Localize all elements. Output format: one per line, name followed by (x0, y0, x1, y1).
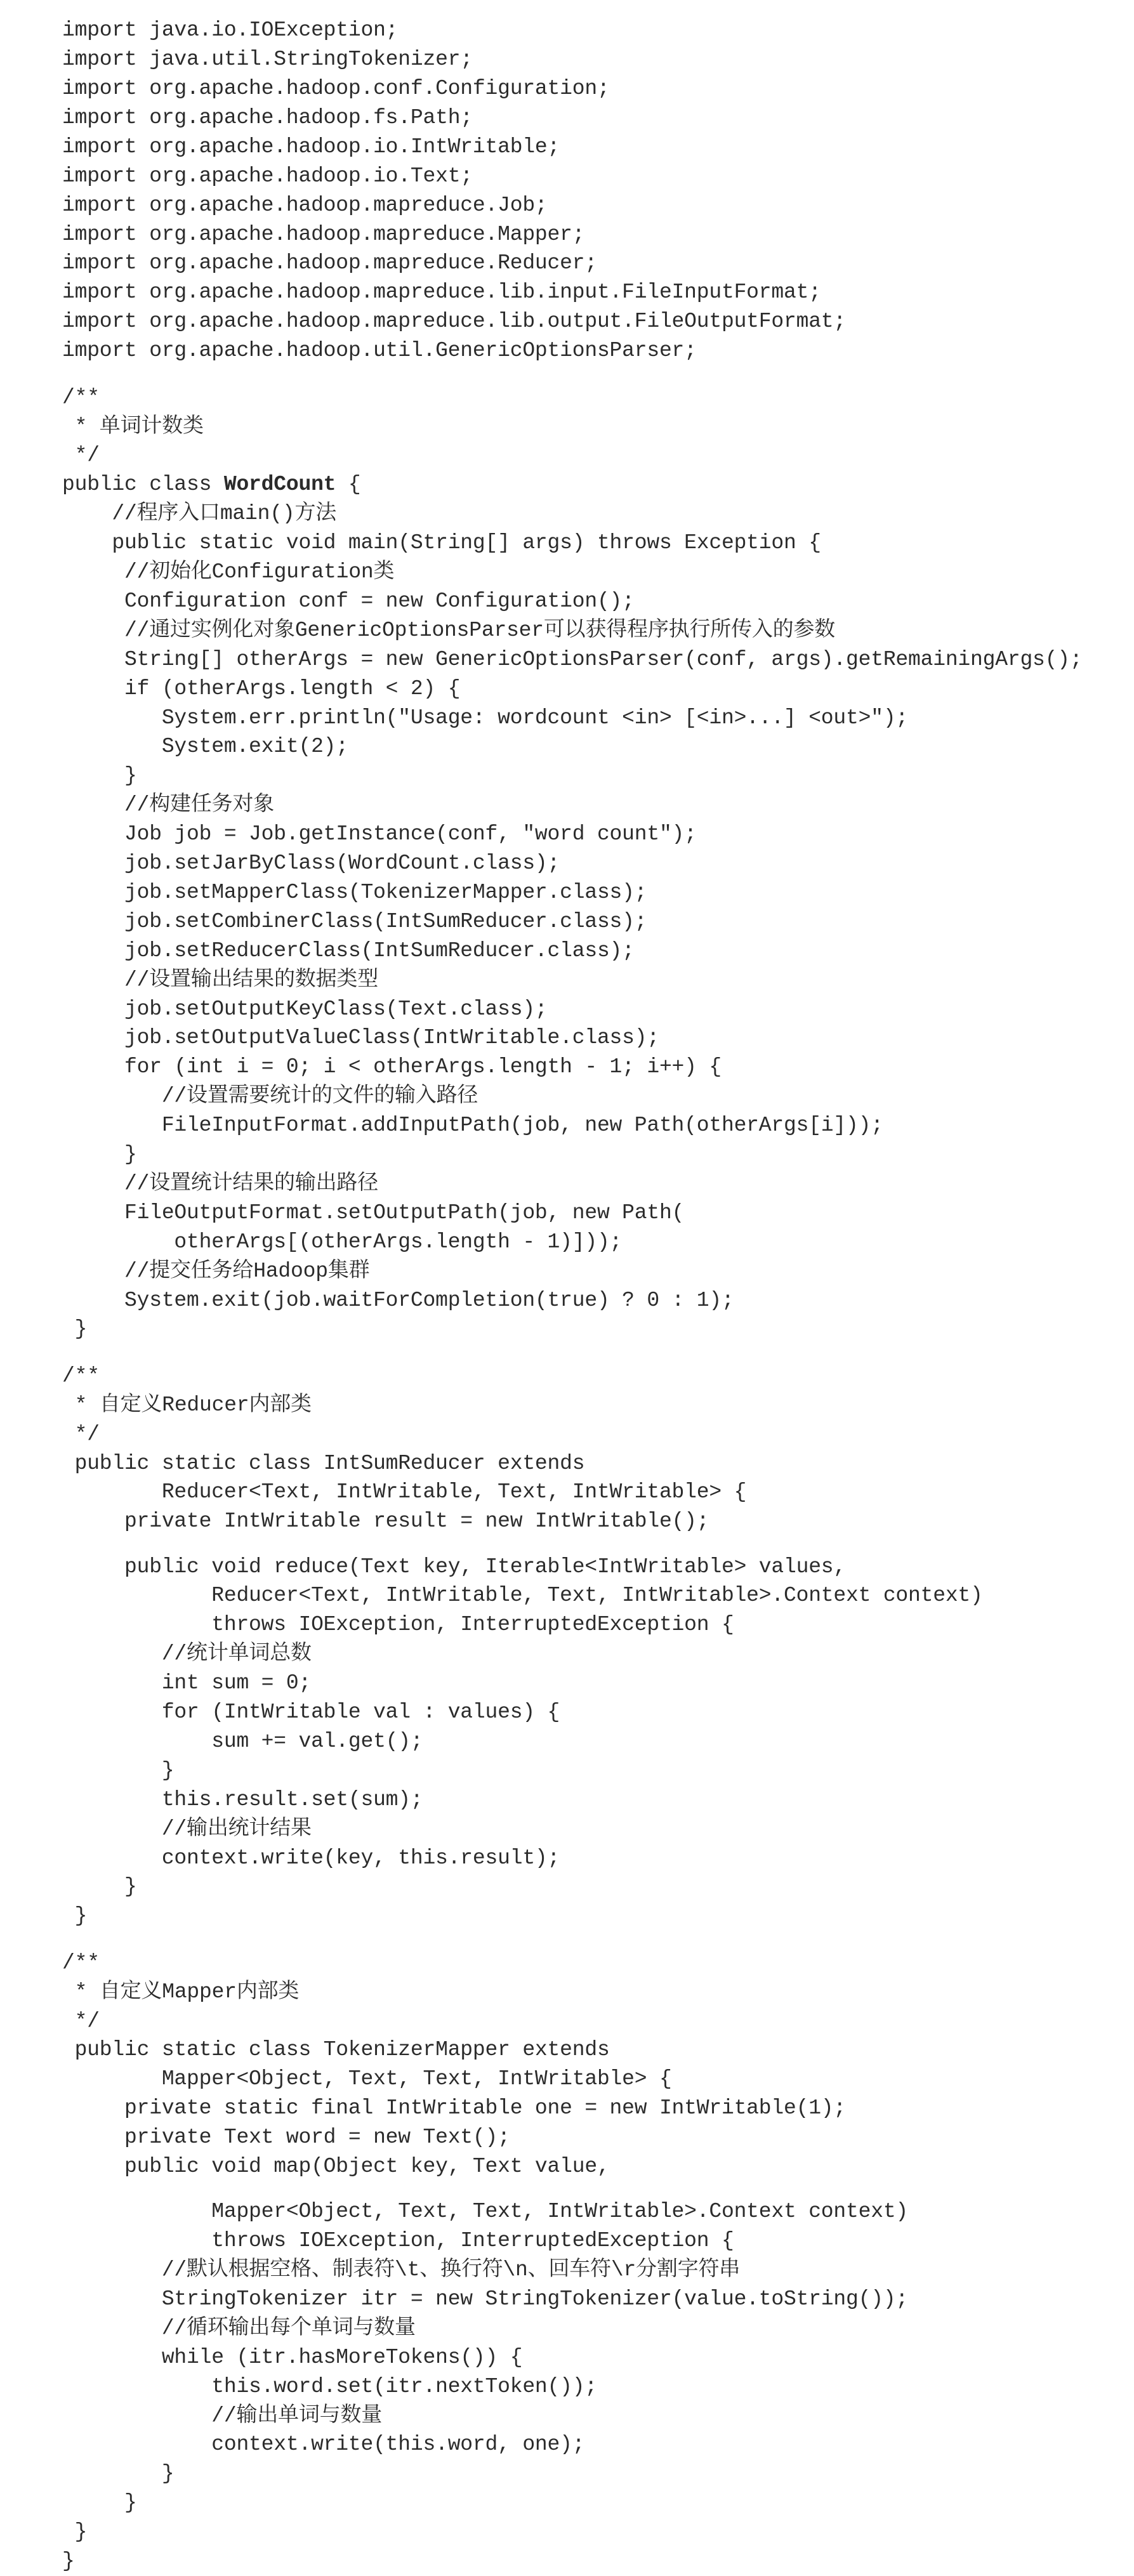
code-line: otherArgs[(otherArgs.length - 1)])); (62, 1230, 623, 1254)
code-line: job.setJarByClass(WordCount.class); (62, 851, 560, 875)
code-line: job.setOutputKeyClass(Text.class); (62, 997, 548, 1021)
code-line: import org.apache.hadoop.io.Text; (62, 164, 473, 188)
code-line: while (itr.hasMoreTokens()) { (62, 2345, 523, 2369)
code-line: } (62, 1758, 175, 1782)
code-line: throws IOException, InterruptedException { (62, 1613, 734, 1637)
code-line: this.word.set(itr.nextToken()); (62, 2374, 597, 2398)
code-line: //统计单词总数 (62, 1642, 312, 1666)
code-line: import org.apache.hadoop.mapreduce.Mapper; (62, 222, 585, 246)
code-line: for (int i = 0; i < otherArgs.length - 1; i++) { (62, 1055, 722, 1079)
code-line: } (62, 2520, 88, 2544)
code-line: //程序入口main()方法 (62, 502, 337, 526)
code-line: import java.io.IOException; (62, 18, 399, 43)
code-line: //设置需要统计的文件的输入路径 (62, 1084, 478, 1108)
code-text: { (336, 473, 361, 497)
code-line: import org.apache.hadoop.fs.Path; (62, 105, 473, 129)
code-line: //初始化Configuration类 (62, 560, 395, 584)
code-line: } (62, 2462, 175, 2486)
code-line: context.write(key, this.result); (62, 1846, 560, 1870)
code-line: import org.apache.hadoop.mapreduce.lib.output.FileOutputFormat; (62, 310, 847, 334)
code-line: } (62, 1143, 137, 1166)
code-line: FileOutputFormat.setOutputPath(job, new Path( (62, 1200, 685, 1225)
code-line: //通过实例化对象GenericOptionsParser可以获得程序执行所传入的参数 (62, 618, 836, 642)
code-line: public static class IntSumReducer extends (62, 1451, 585, 1475)
code-line: System.exit(2); (62, 735, 348, 759)
code-line: job.setMapperClass(TokenizerMapper.class); (62, 880, 647, 904)
code-line: Job job = Job.getInstance(conf, "word count"); (62, 822, 697, 846)
code-line: public static class TokenizerMapper extends (62, 2038, 610, 2062)
code-line: private Text word = new Text(); (62, 2126, 510, 2150)
code-line: job.setOutputValueClass(IntWritable.class); (62, 1026, 659, 1050)
code-line: import org.apache.hadoop.mapreduce.Reducer; (62, 251, 597, 275)
code-line: //默认根据空格、制表符\t、换行符\n、回车符\r分割字符串 (62, 2258, 741, 2282)
code-line: Reducer<Text, IntWritable, Text, IntWritable> { (62, 1480, 747, 1504)
code-line: for (IntWritable val : values) { (62, 1700, 560, 1724)
code-line: import org.apache.hadoop.conf.Configuration; (62, 77, 610, 100)
code-text: public class (62, 473, 224, 497)
code-line: } (62, 2549, 75, 2573)
code-line: //构建任务对象 (62, 793, 275, 817)
code-line: } (62, 1875, 137, 1899)
code-line: Mapper<Object, Text, Text, IntWritable> { (62, 2067, 672, 2091)
code-line: System.exit(job.waitForCompletion(true) ? 0 : 1); (62, 1288, 734, 1312)
code-line: } (62, 764, 137, 788)
code-line: * 自定义Mapper内部类 (62, 1980, 300, 2004)
code-line: context.write(this.word, one); (62, 2433, 585, 2457)
code-line: * 自定义Reducer内部类 (62, 1393, 312, 1417)
code-line: private IntWritable result = new IntWritable(); (62, 1509, 709, 1534)
code-line: throws IOException, InterruptedException { (62, 2229, 734, 2253)
code-line: /** (62, 1364, 100, 1388)
code-line: //设置统计结果的输出路径 (62, 1171, 379, 1195)
code-line: import org.apache.hadoop.mapreduce.Job; (62, 193, 548, 217)
code-line: */ (62, 444, 100, 468)
code-line: } (62, 2491, 137, 2515)
code-line: int sum = 0; (62, 1671, 312, 1695)
code-line: } (62, 1317, 88, 1341)
code-line: public void reduce(Text key, Iterable<IntWritable> values, (62, 1554, 847, 1579)
code-line: //设置输出结果的数据类型 (62, 968, 379, 992)
code-line: public static void main(String[] args) throws Exception { (62, 531, 821, 555)
code-line: */ (62, 1422, 100, 1446)
code-line: this.result.set(sum); (62, 1787, 423, 1811)
code-line: //输出统计结果 (62, 1817, 312, 1841)
code-line: sum += val.get(); (62, 1729, 423, 1753)
code-line: job.setCombinerClass(IntSumReducer.class); (62, 909, 647, 933)
code-line: Reducer<Text, IntWritable, Text, IntWritable>.Context context) (62, 1584, 983, 1608)
code-line: /** (62, 1950, 100, 1975)
code-line: //输出单词与数量 (62, 2403, 383, 2428)
code-line: import org.apache.hadoop.mapreduce.lib.input.FileInputFormat; (62, 280, 821, 305)
code-line: if (otherArgs.length < 2) { (62, 676, 461, 700)
code-line: public void map(Object key, Text value, (62, 2155, 610, 2178)
code-line: StringTokenizer itr = new StringTokenizer(value.toString()); (62, 2287, 909, 2311)
code-line: */ (62, 2009, 100, 2033)
code-line: Configuration conf = new Configuration(); (62, 589, 635, 613)
code-line: } (62, 1904, 88, 1928)
code-line: import org.apache.hadoop.util.GenericOptionsParser; (62, 339, 697, 363)
code-line: System.err.println("Usage: wordcount <in> [<in>...] <out>"); (62, 706, 909, 730)
code-line (62, 470, 361, 499)
class-name: WordCount (223, 473, 336, 497)
code-line: * 单词计数类 (62, 414, 204, 438)
code-line: import org.apache.hadoop.io.IntWritable; (62, 135, 560, 159)
code-line: /** (62, 385, 100, 409)
code-line: String[] otherArgs = new GenericOptionsParser(conf, args).getRemainingArgs(); (62, 647, 1083, 671)
code-line: Mapper<Object, Text, Text, IntWritable>.Context context) (62, 2200, 909, 2224)
code-line: //提交任务给Hadoop集群 (62, 1259, 370, 1283)
code-line: import java.util.StringTokenizer; (62, 48, 473, 72)
code-line: //循环输出每个单词与数量 (62, 2316, 416, 2340)
code-line: private static final IntWritable one = new IntWritable(1); (62, 2096, 847, 2120)
code-line: job.setReducerClass(IntSumReducer.class); (62, 938, 635, 963)
code-line: FileInputFormat.addInputPath(job, new Path(otherArgs[i])); (62, 1114, 883, 1138)
